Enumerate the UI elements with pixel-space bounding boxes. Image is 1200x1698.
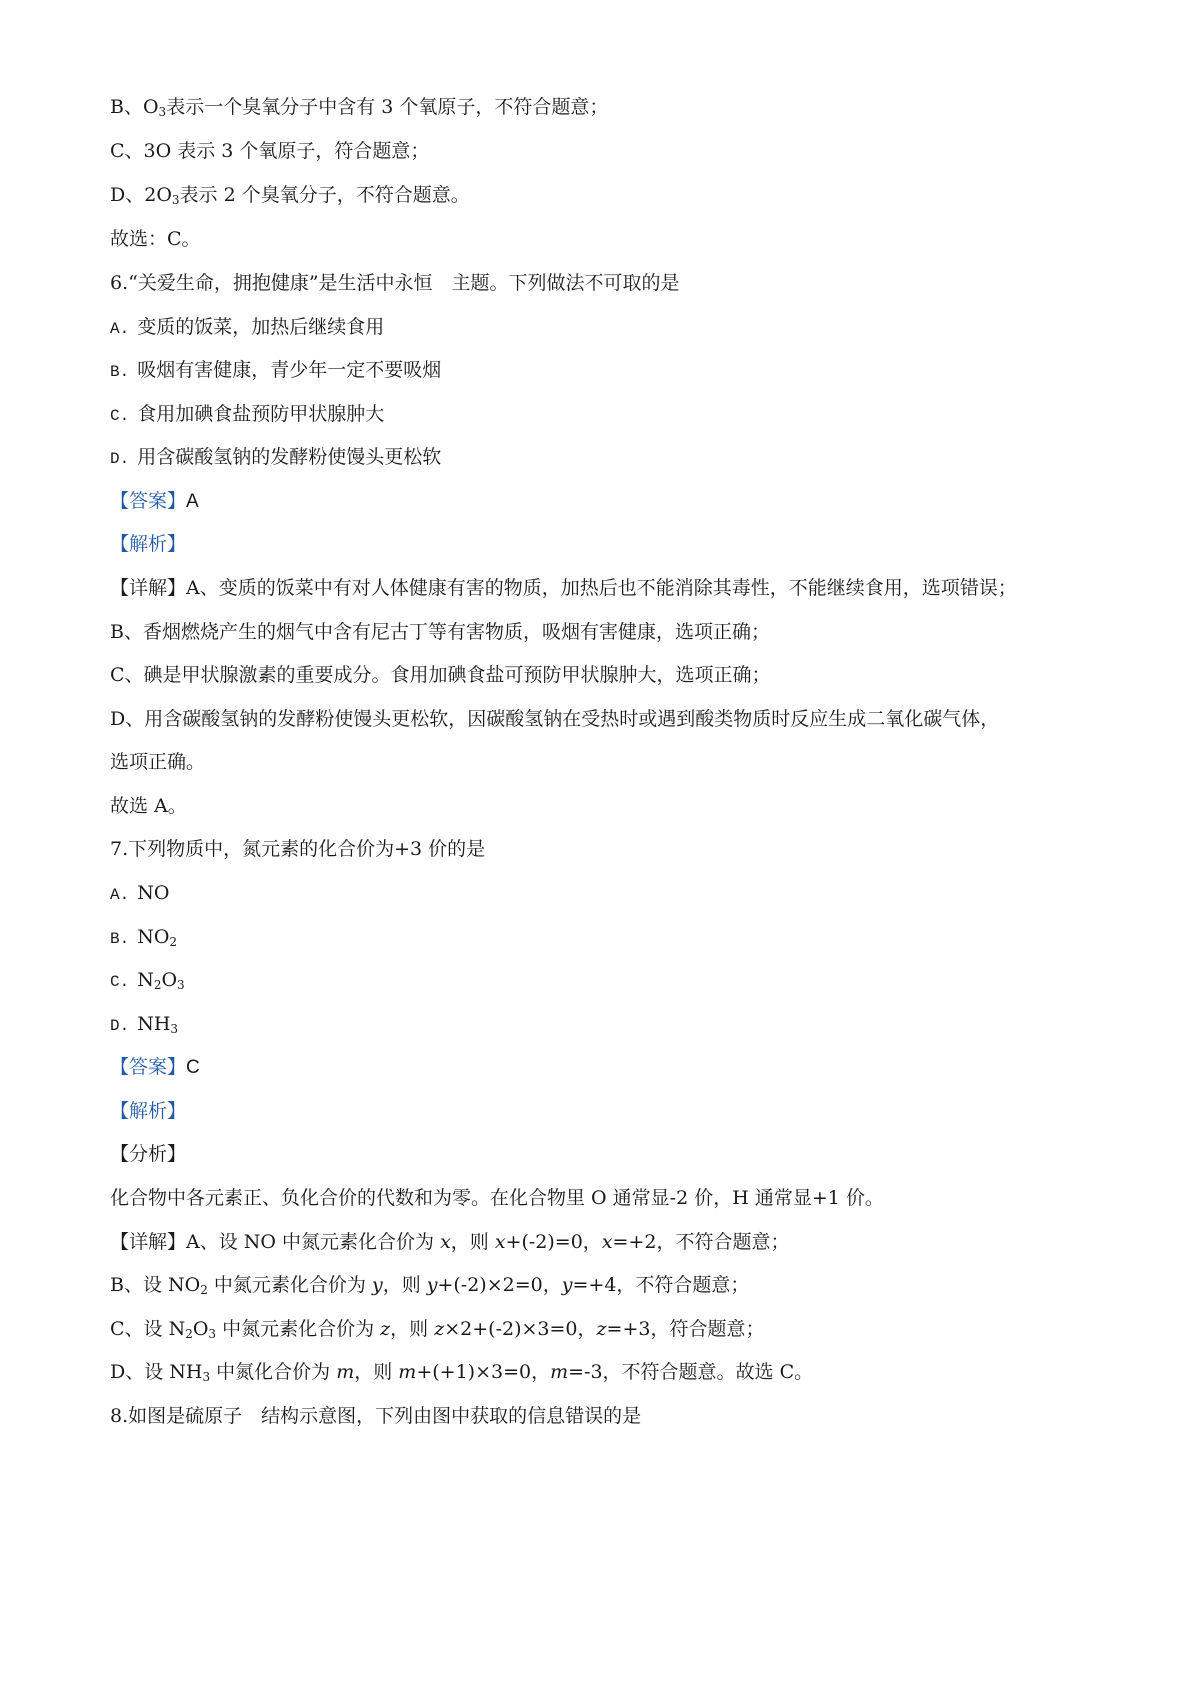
q6-option-b: B. 吸烟有害健康，青少年一定不要吸烟 bbox=[110, 359, 442, 381]
q7-fenxi-text: 化合物中各元素正、负化合价的代数和为零。在化合物里 O 通常显-2 价，H 通常显+1 价。 bbox=[110, 1187, 884, 1209]
prev-option-b: B、$O_3$表示一个臭氧分子中含有 3 个氧原子，不符合题意； bbox=[110, 96, 609, 119]
option-letter: A. bbox=[110, 886, 130, 904]
answer-value: C bbox=[186, 1057, 200, 1078]
q7-option-a: A. NO bbox=[110, 882, 170, 904]
q8-stem: 8.如图是硫原子 结构示意图，下列由图中获取的信息错误的是 bbox=[110, 1405, 642, 1427]
q7-option-c: C. $N_2O_3$ bbox=[110, 969, 185, 992]
q6-analysis-tag: 【解析】 bbox=[110, 533, 187, 555]
q6-option-a: A. 变质的饭菜，加热后继续食用 bbox=[110, 316, 385, 338]
q6-option-c: C. 食用加碘食盐预防甲状腺肿大 bbox=[110, 403, 385, 425]
q7-option-b: B. $NO_2$ bbox=[110, 926, 178, 949]
option-letter: D. bbox=[110, 450, 130, 468]
option-letter: D. bbox=[110, 1017, 130, 1035]
answer-value: A bbox=[186, 491, 199, 512]
option-letter: C. bbox=[110, 973, 130, 991]
option-letter: B. bbox=[110, 363, 130, 381]
option-letter: A. bbox=[110, 320, 130, 338]
q7-detail-a: 【详解】A、设 NO 中氮元素化合价为 x，则 x+(-2)=0，x=+2，不符合题意； bbox=[110, 1231, 790, 1253]
q7-analysis-tag: 【解析】 bbox=[110, 1100, 187, 1122]
prev-conclusion: 故选：C。 bbox=[110, 228, 201, 250]
q6-detail-d: D、用含碳酸氢钠的发酵粉使馒头更松软，因碳酸氢钠在受热时或遇到酸类物质时反应生成二氧化碳气体， bbox=[110, 708, 1000, 730]
q7-answer bbox=[110, 1054, 200, 1081]
q6-detail-a: 【详解】A、变质的饭菜中有对人体健康有害的物质，加热后也不能消除其毒性，不能继续食用，选项错误； bbox=[110, 577, 1017, 599]
q7-stem: 7.下列物质中，氮元素的化合价为+3 价的是 bbox=[110, 838, 486, 860]
option-letter: C. bbox=[110, 407, 130, 425]
prev-option-c: C、3O 表示 3 个氧原子，符合题意； bbox=[110, 140, 430, 162]
prev-option-d: D、$2O_3$表示 2 个臭氧分子，不符合题意。 bbox=[110, 184, 470, 207]
q6-detail-b: B、香烟燃烧产生的烟气中含有尼古丁等有害物质，吸烟有害健康，选项正确； bbox=[110, 621, 770, 643]
q6-stem: 6.“关爱生命，拥抱健康”是生活中永恒 主题。下列做法不可取的是 bbox=[110, 272, 680, 294]
q6-answer bbox=[110, 488, 199, 515]
q7-option-d: D. $NH_3$ bbox=[110, 1013, 179, 1036]
q7-detail-c: C、设 $N_2O_3$ 中氮元素化合价为 z，则 z×2+(-2)×3=0，z=+3，符合题意； bbox=[110, 1318, 765, 1341]
q6-detail-c: C、碘是甲状腺激素的重要成分。食用加碘食盐可预防甲状腺肿大，选项正确； bbox=[110, 664, 771, 686]
q7-detail-d: D、设 $NH_3$ 中氮化合价为 m，则 m+(+1)×3=0，m=-3，不符合题意。故选 C。 bbox=[110, 1361, 814, 1384]
q6-option-d: D. 用含碳酸氢钠的发酵粉使馒头更松软 bbox=[110, 446, 442, 468]
q6-detail-d-cont: 选项正确。 bbox=[110, 751, 206, 773]
option-letter: B. bbox=[110, 930, 130, 948]
q7-fenxi-tag: 【分析】 bbox=[110, 1143, 187, 1165]
answer-tag: 【答案】 bbox=[110, 490, 187, 512]
q7-detail-b: B、设 $NO_2$ 中氮元素化合价为 y，则 y+(-2)×2=0，y=+4，不符合题意； bbox=[110, 1274, 750, 1297]
q6-conclusion: 故选 A。 bbox=[110, 795, 187, 817]
answer-tag: 【答案】 bbox=[110, 1056, 187, 1078]
